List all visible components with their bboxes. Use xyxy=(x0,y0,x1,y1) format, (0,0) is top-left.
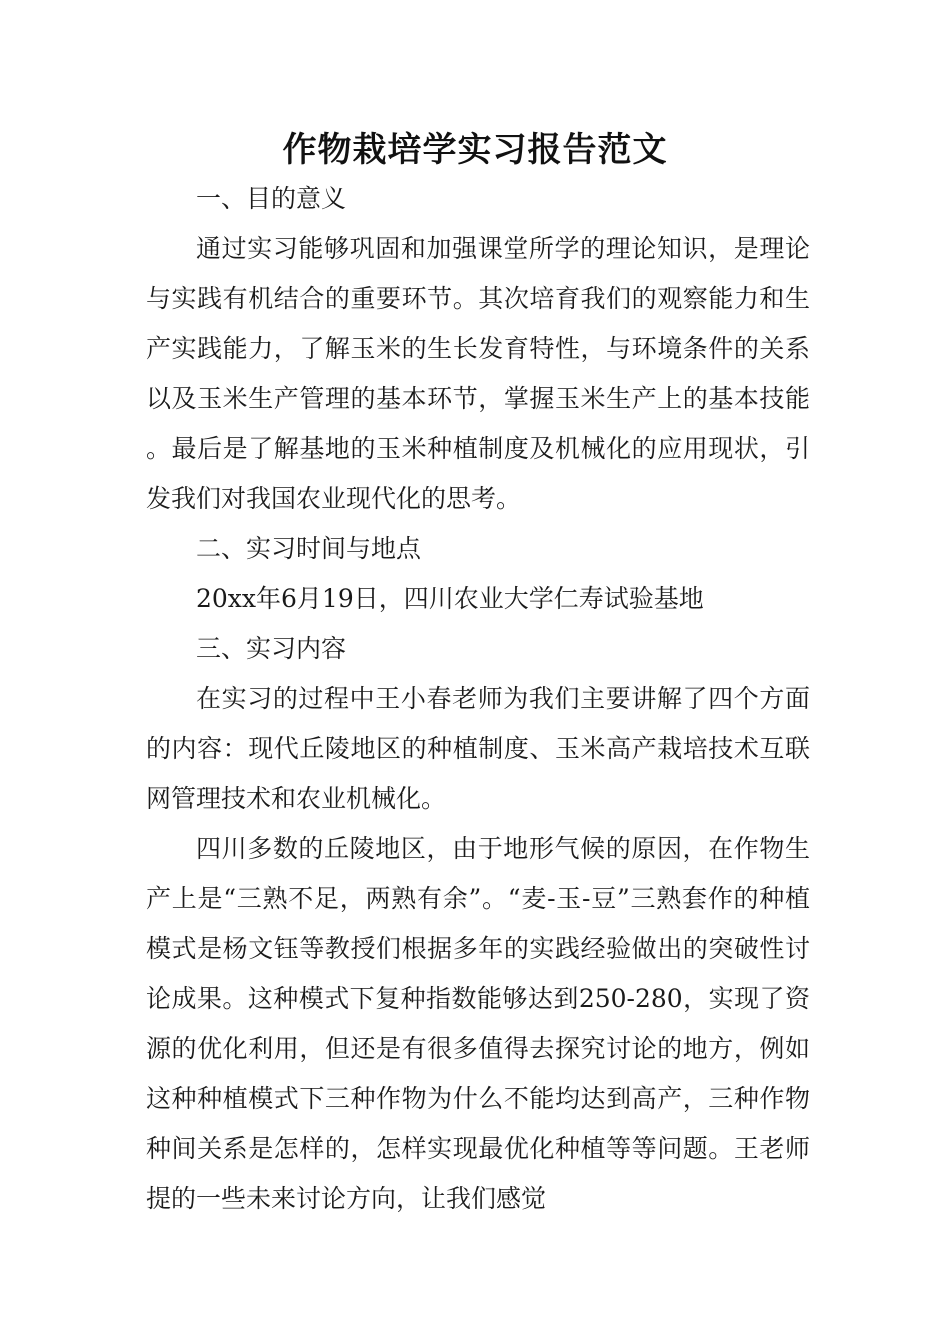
paragraph-purpose: 通过实习能够巩固和加强课堂所学的理论知识，是理论与实践有机结合的重要环节。其次培育我们的观察能力和生产实践能力，了解玉米的生长发育特性，与环境条件的关系以及玉米生产管理的基本环节，掌握玉米生产上的基本技能。最后是了解基地的玉米种植制度及机械化的应用现状，引发我们对我国农业现代化的思考。 xyxy=(146,234,810,513)
paragraph-time-place: 20xx年6月19日，四川农业大学仁寿试验基地 xyxy=(196,584,704,613)
section-heading-time-place: 二、实习时间与地点 xyxy=(196,534,422,563)
paragraph-content-overview: 在实习的过程中王小春老师为我们主要讲解了四个方面的内容：现代丘陵地区的种植制度、玉米高产栽培技术互联网管理技术和农业机械化。 xyxy=(146,684,810,813)
document-body xyxy=(146,174,810,1224)
section-heading-content: 三、实习内容 xyxy=(196,634,347,663)
section-heading-purpose: 一、目的意义 xyxy=(196,184,347,213)
document-title: 作物栽培学实习报告范文 xyxy=(282,130,668,170)
paragraph-planting-system: 四川多数的丘陵地区，由于地形气候的原因，在作物生产上是“三熟不足，两熟有余”。“麦-玉-豆”三熟套作的种植模式是杨文钰等教授们根据多年的实践经验做出的突破性讨论成果。这种模式下复种指数能够达到250-280，实现了资源的优化利用，但还是有很多值得去探究讨论的地方，例如这种种植模式下三种作物为什么不能均达到高产，三种作物种间关系是怎样的，怎样实现最优化种植等等问题。王老师提的一些未来讨论方向，让我们感觉 xyxy=(146,834,810,1213)
